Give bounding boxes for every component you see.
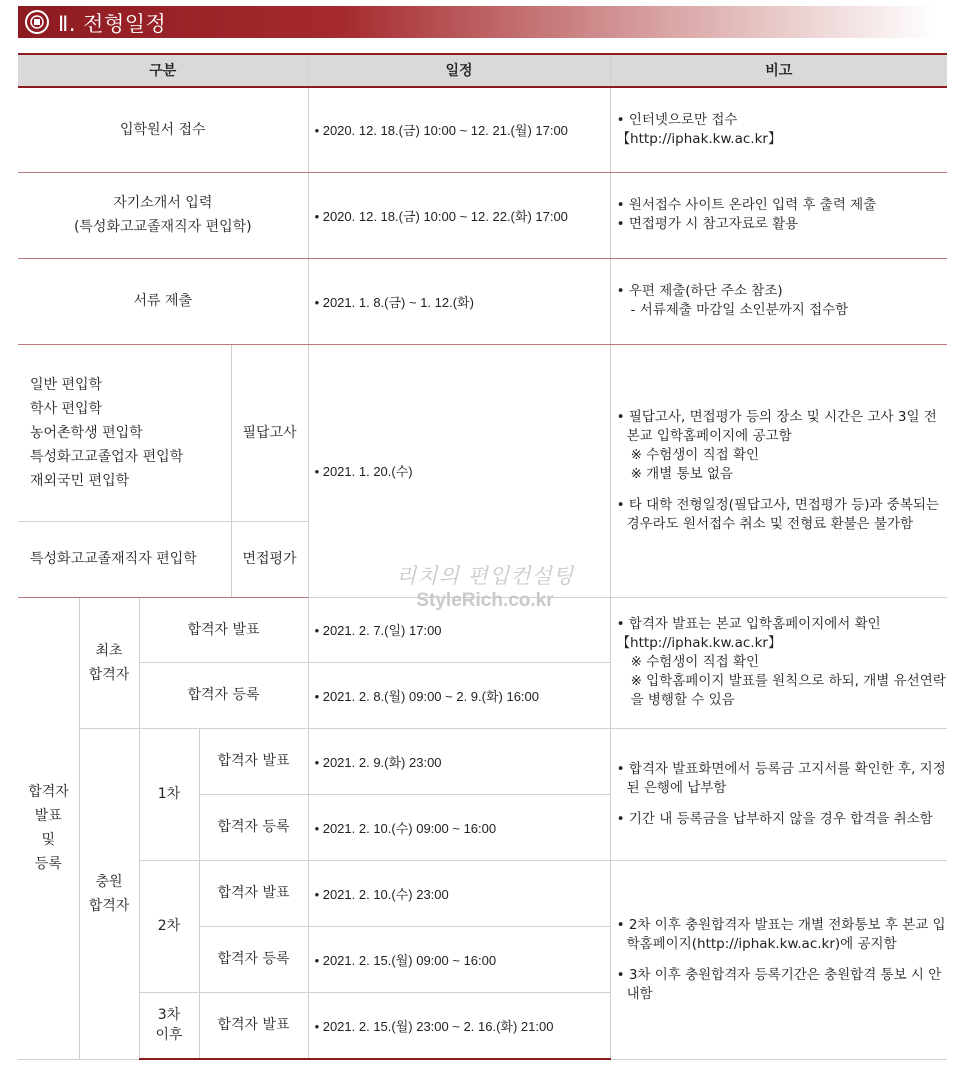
round1-announce-label: 합격자 발표 <box>199 728 308 794</box>
application-date: • 2020. 12. 18.(금) 10:00 ~ 12. 21.(월) 17:00 <box>308 87 610 172</box>
first-pass-note: • 합격자 발표는 본교 입학홈페이지에서 확인 【http://iphak.kw.ac.kr】 ※ 수험생이 직접 확인 ※ 입학홈페이지 발표를 원칙으로 하되, 개별 유선연락을 병행할 수 있음 <box>610 597 947 728</box>
col-header-category: 구분 <box>18 54 308 87</box>
first-register-date: • 2021. 2. 8.(월) 09:00 ~ 2. 9.(화) 16:00 <box>308 662 610 728</box>
application-note: • 인터넷으로만 접수 【http://iphak.kw.ac.kr】 <box>610 87 947 172</box>
table-header-row <box>18 54 947 87</box>
admission-schedule-table <box>18 53 947 1060</box>
round3-label: 3차 이후 <box>139 992 199 1059</box>
table-row <box>18 172 947 258</box>
round1-label: 1차 <box>139 728 199 860</box>
exam-date: • 2021. 1. 20.(수) <box>308 344 610 597</box>
round2-register-date: • 2021. 2. 15.(월) 09:00 ~ 16:00 <box>308 926 610 992</box>
table-row <box>18 728 947 794</box>
row-label-intro: 자기소개서 입력 (특성화고교졸재직자 편입학) <box>18 172 308 258</box>
docs-date: • 2021. 1. 8.(금) ~ 1. 12.(화) <box>308 258 610 344</box>
round1-register-label: 합격자 등록 <box>199 794 308 860</box>
table-row <box>18 87 947 172</box>
docs-note: • 우편 제출(하단 주소 참조) - 서류제출 마감일 소인분까지 접수함 <box>610 258 947 344</box>
section-header <box>18 6 938 38</box>
intro-note: • 원서접수 사이트 온라인 입력 후 출력 제출 • 면접평가 시 참고자료로 활용 <box>610 172 947 258</box>
round2-announce-date: • 2021. 2. 10.(수) 23:00 <box>308 860 610 926</box>
round3-announce-label: 합격자 발표 <box>199 992 308 1059</box>
table-row <box>18 597 947 662</box>
round1-register-date: • 2021. 2. 10.(수) 09:00 ~ 16:00 <box>308 794 610 860</box>
exam-type-interview: 면접평가 <box>231 521 308 597</box>
university-seal-icon <box>24 9 50 35</box>
exam-groups: 일반 편입학 학사 편입학 농어촌학생 편입학 특성화고교졸업자 편입학 재외국민 편입학 <box>18 344 231 521</box>
row-label-docs: 서류 제출 <box>18 258 308 344</box>
exam-note: • 필답고사, 면접평가 등의 장소 및 시간은 고사 3일 전 본교 입학홈페이지에 공고함 ※ 수험생이 직접 확인 ※ 개별 통보 없음 • 타 대학 전형일정(필답고사, 면접평가 등)과 중복되는 경우라도 원서접수 취소 및 전형료 환불은 불가함 <box>610 344 947 597</box>
watermark: 리치의 편입컨설팅 StyleRich.co.kr <box>396 564 574 611</box>
extra-pass-label: 충원 합격자 <box>79 728 139 1059</box>
table-row <box>18 344 947 521</box>
first-announce-label: 합격자 발표 <box>139 597 308 662</box>
col-header-remarks: 비고 <box>610 54 947 87</box>
first-pass-label: 최초 합격자 <box>79 597 139 728</box>
section-title: Ⅱ. 전형일정 <box>58 12 167 36</box>
round1-announce-date: • 2021. 2. 9.(화) 23:00 <box>308 728 610 794</box>
exam-type-written: 필답고사 <box>231 344 308 521</box>
round2-register-label: 합격자 등록 <box>199 926 308 992</box>
round2-announce-label: 합격자 발표 <box>199 860 308 926</box>
table-row <box>18 258 947 344</box>
table-row <box>18 860 947 926</box>
col-header-schedule: 일정 <box>308 54 610 87</box>
first-register-label: 합격자 등록 <box>139 662 308 728</box>
first-announce-date: • 2021. 2. 7.(일) 17:00 <box>308 597 610 662</box>
round2-label: 2차 <box>139 860 199 992</box>
round3-announce-date: • 2021. 2. 15.(월) 23:00 ~ 2. 16.(화) 21:00 <box>308 992 610 1059</box>
row-label-application: 입학원서 접수 <box>18 87 308 172</box>
round1-note: • 합격자 발표화면에서 등록금 고지서를 확인한 후, 지정된 은행에 납부함 • 기간 내 등록금을 납부하지 않을 경우 합격을 취소함 <box>610 728 947 860</box>
exam-group-2: 특성화고교졸재직자 편입학 <box>18 521 231 597</box>
round2-note: • 2차 이후 충원합격자 발표는 개별 전화통보 후 본교 입학홈페이지(http://iphak.kw.ac.kr)에 공지함 • 3차 이후 충원합격자 등록기간은 충원합격 통보 시 안내함 <box>610 860 947 1059</box>
intro-date: • 2020. 12. 18.(금) 10:00 ~ 12. 22.(화) 17:00 <box>308 172 610 258</box>
results-main-label: 합격자 발표 및 등록 <box>18 597 79 1059</box>
